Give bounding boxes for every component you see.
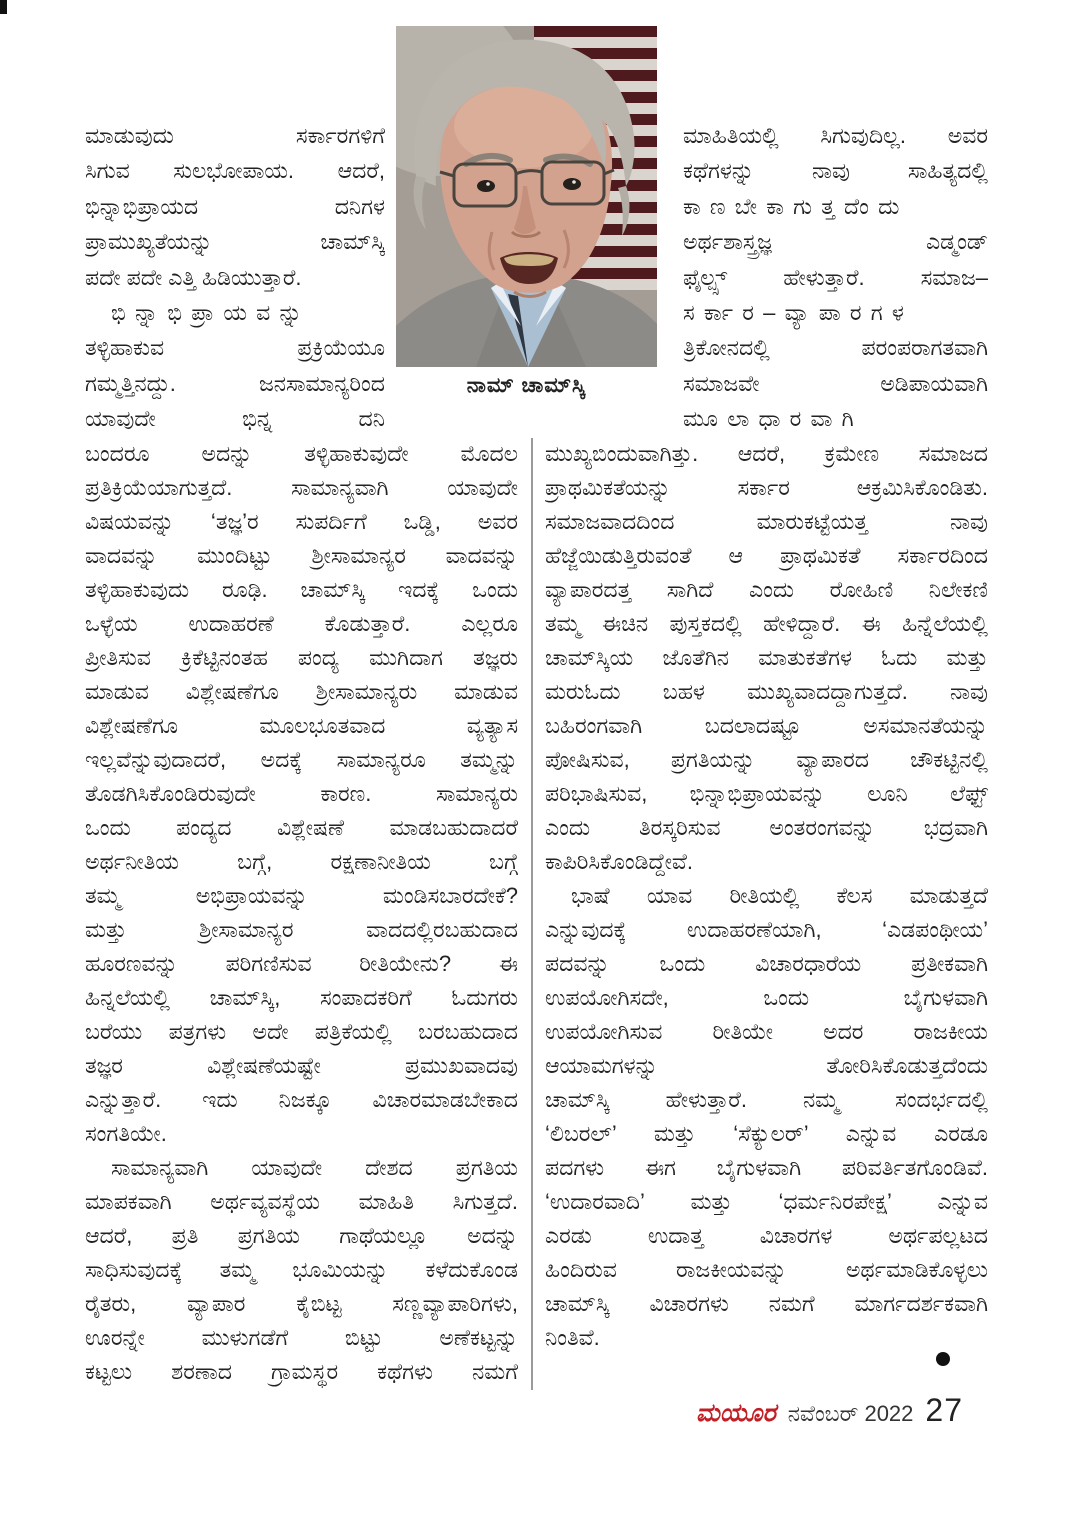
text-line: ಹೂರಣವನ್ನು ಪರಿಗಣಿಸುವ ರೀತಿಯೇನು? ಈ	[85, 951, 518, 976]
left-column-top	[85, 118, 385, 437]
text-line: ಆದರೆ, ಪ್ರತಿ ಪ್ರಗತಿಯ ಗಾಥೆಯಲ್ಲೂ ಅದನ್ನು	[85, 1223, 518, 1248]
text-line: ಅರ್ಥಶಾಸ್ತ್ರಜ್ಞ ಎಡ್ಮಂಡ್	[683, 229, 988, 255]
text-line: ಮಾಹಿತಿಯಲ್ಲಿ ಸಿಗುವುದಿಲ್ಲ. ಅವರ	[683, 123, 988, 148]
magazine-name: ಮಯೂರ	[695, 1399, 776, 1427]
text-line: ವಿಶ್ಲೇಷಣೆಗೂ ಮೂಲಭೂತವಾದ ವ್ಯತ್ಯಾಸ	[85, 713, 518, 738]
text-line: ಉಪಯೋಗಿಸದೇ, ಒಂದು ಬೈಗುಳವಾಗಿ	[545, 985, 988, 1010]
text-line: ಹಿಂದಿರುವ ರಾಜಕೀಯವನ್ನು ಅರ್ಥಮಾಡಿಕೊಳ್ಳಲು	[545, 1257, 988, 1282]
text-line: ಸಮಾಜವೇ ಅಡಿಪಾಯವಾಗಿ	[683, 370, 988, 396]
text-line: ತಳ್ಳಿಹಾಕುವ ಪ್ರಕ್ರಿಯೆಯೂ	[85, 335, 385, 361]
text-line: ಪದೇ ಪದೇ ಎತ್ತಿ ಹಿಡಿಯುತ್ತಾರೆ.	[85, 264, 302, 290]
page-number: 27	[925, 1392, 963, 1428]
text-line: ಸಾಮಾನ್ಯವಾಗಿ ಯಾವುದೇ ದೇಶದ ಪ್ರಗತಿಯ	[111, 1155, 518, 1180]
text-line: ಪ್ರೀತಿಸುವ ಕ್ರಿಕೆಟ್ಟಿನಂತಹ ಪಂದ್ಯ ಮುಗಿದಾಗ ತಜ್ಞರು	[85, 645, 518, 670]
page-footer	[696, 1392, 963, 1429]
article-end-mark	[936, 1352, 950, 1366]
text-line: ಒಳ್ಳೆಯ ಉದಾಹರಣೆ ಕೊಡುತ್ತಾರೆ. ಎಲ್ಲರೂ	[85, 611, 518, 636]
text-line: ಎನ್ನುತ್ತಾರೆ. ಇದು ನಿಜಕ್ಕೂ ವಿಚಾರಮಾಡಬೇಕಾದ	[85, 1087, 518, 1112]
text-line: ಪ್ರಾಥಮಿಕತೆಯನ್ನು ಸರ್ಕಾರ ಆಕ್ರಮಿಸಿಕೊಂಡಿತು.	[545, 475, 988, 500]
text-line: ಸಮಾಜವಾದದಿಂದ ಮಾರುಕಟ್ಟೆಯತ್ತ ನಾವು	[545, 509, 988, 534]
text-line: ಆಯಾಮಗಳನ್ನು ತೋರಿಸಿಕೊಡುತ್ತದೆಂದು	[545, 1053, 988, 1078]
photo-caption: ನಾಮ್ ಚಾಮ್‌ಸ್ಕಿ	[466, 374, 587, 397]
right-column-bottom	[545, 437, 988, 1355]
text-line: ಭಿನ್ನಾಭಿಪ್ರಾಯದ ದನಿಗಳ	[85, 193, 385, 219]
text-line: ತ್ರಿಕೋನದಲ್ಲಿ ಪರಂಪರಾಗತವಾಗಿ	[683, 335, 988, 361]
text-line: ತಮ್ಮ ಅಭಿಪ್ರಾಯವನ್ನು ಮಂಡಿಸಬಾರದೇಕೆ?	[85, 883, 518, 908]
text-line: ಊರನ್ನೇ ಮುಳುಗಡೆಗೆ ಬಿಟ್ಟು ಅಣೆಕಟ್ಟನ್ನು	[85, 1325, 518, 1350]
text-line: ಕಥೆಗಳನ್ನು ನಾವು ಸಾಹಿತ್ಯದಲ್ಲಿ	[683, 158, 988, 184]
text-line: ಮುಖ್ಯಬಿಂದುವಾಗಿತ್ತು. ಆದರೆ, ಕ್ರಮೇಣ ಸಮಾಜದ	[545, 441, 988, 466]
text-line: ಸರ್ಕಾರ–ವ್ಯಾಪಾರಗಳ	[683, 299, 914, 325]
text-line: ಎನ್ನುವುದಕ್ಕೆ ಉದಾಹರಣೆಯಾಗಿ, ‘ಎಡಪಂಥೀಯ’	[545, 917, 988, 942]
text-line: ವಿಷಯವನ್ನು ‘ತಜ್ಞ’ರ ಸುಪರ್ದಿಗೆ ಒಡ್ಡಿ, ಅವರ	[85, 509, 518, 534]
text-line: ಹೆಜ್ಜೆಯಿಡುತ್ತಿರುವಂತೆ ಆ ಪ್ರಾಥಮಿಕತೆ ಸರ್ಕಾರದಿಂದ	[545, 543, 988, 568]
text-line: ಮತ್ತು ಶ್ರೀಸಾಮಾನ್ಯರ ವಾದದಲ್ಲಿರಬಹುದಾದ	[85, 917, 518, 942]
text-line: ಮಾಡುವುದು ಸರ್ಕಾರಗಳಿಗೆ	[85, 123, 385, 148]
text-line: ಪೋಷಿಸುವ, ಪ್ರಗತಿಯನ್ನು ವ್ಯಾಪಾರದ ಚೌಕಟ್ಟಿನಲ್ಲಿ	[545, 747, 988, 772]
text-line: ಪ್ರತಿಕ್ರಿಯೆಯಾಗುತ್ತದೆ. ಸಾಮಾನ್ಯವಾಗಿ ಯಾವುದೇ	[85, 475, 518, 500]
text-line: ರೈತರು, ವ್ಯಾಪಾರ ಕೈಬಿಟ್ಟ ಸಣ್ಣವ್ಯಾಪಾರಿಗಳು,	[85, 1291, 518, 1316]
text-line: ಮರುಓದು ಬಹಳ ಮುಖ್ಯವಾದದ್ದಾಗುತ್ತದೆ. ನಾವು	[545, 679, 988, 704]
text-line: ಸಾಧಿಸುವುದಕ್ಕೆ ತಮ್ಮ ಭೂಮಿಯನ್ನು ಕಳೆದುಕೊಂಡ	[85, 1257, 518, 1282]
column-divider	[531, 438, 533, 1390]
text-line: ಎರಡು ಉದಾತ್ತ ವಿಚಾರಗಳ ಅರ್ಥಪಲ್ಲಟದ	[545, 1223, 988, 1248]
text-line: ಸಿಗುವ ಸುಲಭೋಪಾಯ. ಆದರೆ,	[85, 158, 385, 184]
text-line: ವಾದವನ್ನು ಮುಂದಿಟ್ಟು ಶ್ರೀಸಾಮಾನ್ಯರ ವಾದವನ್ನು	[85, 543, 518, 568]
text-line: ‘ಲಿಬರಲ್’ ಮತ್ತು ‘ಸೆಕ್ಯುಲರ್’ ಎನ್ನುವ ಎರಡೂ	[545, 1121, 988, 1146]
text-line: ಪ್ರಾಮುಖ್ಯತೆಯನ್ನು ಚಾಮ್‌ಸ್ಕಿ	[85, 229, 385, 255]
text-line: ಗಮ್ಮತ್ತಿನದ್ದು. ಜನಸಾಮಾನ್ಯರಿಂದ	[85, 370, 385, 396]
text-line: ತೊಡಗಿಸಿಕೊಂಡಿರುವುದೇ ಕಾರಣ. ಸಾಮಾನ್ಯರು	[85, 781, 518, 806]
text-line: ಅರ್ಥನೀತಿಯ ಬಗ್ಗೆ, ರಕ್ಷಣಾನೀತಿಯ ಬಗ್ಗೆ	[85, 849, 518, 874]
text-line: ಕಾಪಿರಿಸಿಕೊಂಡಿದ್ದೇವೆ.	[545, 849, 694, 874]
text-line: ಕಟ್ಟಲು ಶರಣಾದ ಗ್ರಾಮಸ್ಥರ ಕಥೆಗಳು ನಮಗೆ	[85, 1359, 518, 1384]
text-line: ಸಂಗತಿಯೇ.	[85, 1121, 167, 1146]
text-line: ಮಾಡುವ ವಿಶ್ಲೇಷಣೆಗೂ ಶ್ರೀಸಾಮಾನ್ಯರು ಮಾಡುವ	[85, 679, 518, 704]
text-line: ಪದವನ್ನು ಒಂದು ವಿಚಾರಧಾರೆಯ ಪ್ರತೀಕವಾಗಿ	[545, 951, 988, 976]
text-line: ತಮ್ಮ ಈಚಿನ ಪುಸ್ತಕದಲ್ಲಿ ಹೇಳಿದ್ದಾರೆ. ಈ ಹಿನ್ನೆಲೆಯಲ್ಲಿ	[545, 611, 988, 636]
issue-date: ನವೆಂಬರ್ 2022	[787, 1401, 914, 1426]
text-line: ನಿಂತಿವೆ.	[545, 1325, 600, 1350]
text-line: ಉಪಯೋಗಿಸುವ ರೀತಿಯೇ ಅದರ ರಾಜಕೀಯ	[545, 1019, 988, 1044]
text-line: ಚಾಮ್‌ಸ್ಕಿ ಹೇಳುತ್ತಾರೆ. ನಮ್ಮ ಸಂದರ್ಭದಲ್ಲಿ	[545, 1087, 988, 1112]
print-corner-mark	[0, 0, 7, 14]
text-line: ಪದಗಳು ಈಗ ಬೈಗುಳವಾಗಿ ಪರಿವರ್ತಿತಗೊಂಡಿವೆ.	[545, 1155, 988, 1180]
text-line: ಬರೆಯು ಪತ್ರಗಳು ಅದೇ ಪತ್ರಿಕೆಯಲ್ಲಿ ಬರಬಹುದಾದ	[85, 1019, 518, 1044]
text-line: ಭಿನ್ನಾಭಿಪ್ರಾಯವನ್ನು	[111, 299, 311, 325]
text-line: ಯಾವುದೇ ಭಿನ್ನ ದನಿ	[85, 406, 385, 432]
text-line: ಮಾಪಕವಾಗಿ ಅರ್ಥವ್ಯವಸ್ಥೆಯ ಮಾಹಿತಿ ಸಿಗುತ್ತದೆ.	[85, 1189, 518, 1214]
left-column-bottom	[85, 437, 518, 1389]
text-line: ಒಂದು ಪಂದ್ಯದ ವಿಶ್ಲೇಷಣೆ ಮಾಡಬಹುದಾದರೆ	[85, 815, 518, 840]
text-line: ಇಲ್ಲವೆನ್ನುವುದಾದರೆ, ಅದಕ್ಕೆ ಸಾಮಾನ್ಯರೂ ತಮ್ಮನ್ನು	[85, 747, 518, 772]
right-column-top	[683, 118, 988, 437]
text-line: ವ್ಯಾಪಾರದತ್ತ ಸಾಗಿದೆ ಎಂದು ರೋಹಿಣಿ ನಿಲೇಕಣಿ	[545, 577, 988, 602]
text-line: ಪರಿಭಾಷಿಸುವ, ಭಿನ್ನಾಭಿಪ್ರಾಯವನ್ನು ಲೂನಿ ಲೆಫ್ಟ್	[545, 781, 988, 806]
text-line: ಫೈಲ್ಪ್ಸ್ ಹೇಳುತ್ತಾರೆ. ಸಮಾಜ–	[683, 264, 988, 290]
text-line: ಎಂದು ತಿರಸ್ಕರಿಸುವ ಅಂತರಂಗವನ್ನು ಭದ್ರವಾಗಿ	[545, 815, 988, 840]
text-line: ‘ಉದಾರವಾದಿ’ ಮತ್ತು ‘ಧರ್ಮನಿರಪೇಕ್ಷ’ ಎನ್ನುವ	[545, 1189, 988, 1214]
text-line: ಹಿನ್ನಲೆಯಲ್ಲಿ ಚಾಮ್‌ಸ್ಕಿ, ಸಂಪಾದಕರಿಗೆ ಓದುಗರು	[85, 985, 518, 1010]
text-line: ಭಾಷೆ ಯಾವ ರೀತಿಯಲ್ಲಿ ಕೆಲಸ ಮಾಡುತ್ತದೆ	[571, 883, 988, 908]
text-line: ಚಾಮ್‌ಸ್ಕಿಯ ಜೊತೆಗಿನ ಮಾತುಕತೆಗಳ ಓದು ಮತ್ತು	[545, 645, 988, 670]
text-line: ಬಹಿರಂಗವಾಗಿ ಬದಲಾದಷ್ಟೂ ಅಸಮಾನತೆಯನ್ನು	[545, 713, 988, 738]
portrait-photo	[396, 26, 657, 367]
text-line: ತಜ್ಞರ ವಿಶ್ಲೇಷಣೆಯಷ್ಟೇ ಪ್ರಮುಖವಾದವು	[85, 1053, 518, 1078]
text-line: ತಳ್ಳಿಹಾಕುವುದು ರೂಢಿ. ಚಾಮ್‌ಸ್ಕಿ ಇದಕ್ಕೆ ಒಂದು	[85, 577, 518, 602]
noam-chomsky-photo-illustration	[396, 26, 657, 367]
text-line: ಚಾಮ್‌ಸ್ಕಿ ವಿಚಾರಗಳು ನಮಗೆ ಮಾರ್ಗದರ್ಶಕವಾಗಿ	[545, 1291, 988, 1316]
text-line: ಕಾಣಬೇಕಾಗುತ್ತದೆಂದು	[683, 193, 909, 219]
photo-figure	[396, 26, 657, 398]
text-line: ಮೂಲಾಧಾರವಾಗಿ	[683, 406, 863, 432]
text-line: ಬಂದರೂ ಅದನ್ನು ತಳ್ಳಿಹಾಕುವುದೇ ಮೊದಲ	[85, 441, 518, 466]
